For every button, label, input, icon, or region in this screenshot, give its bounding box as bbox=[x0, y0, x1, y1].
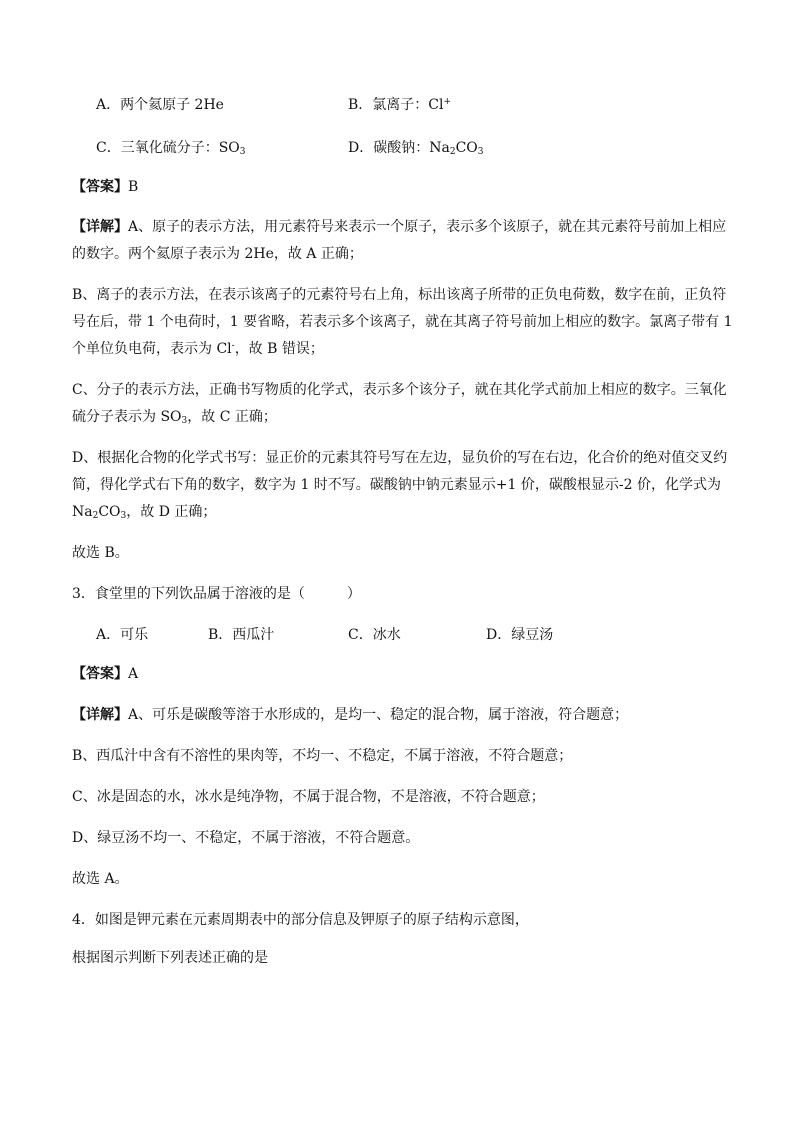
q2-detail-c-line-2 bbox=[72, 408, 277, 426]
q2-option-b bbox=[348, 96, 451, 114]
q2-detail-b-line-1: B、离子的表示方法，在表示该离子的元素符号右上角，标出该离子所带的正负电荷数，数字在前，正负符 bbox=[72, 287, 727, 303]
q2-answer-label: 【答案】 bbox=[72, 179, 128, 195]
q2-detail-b-text-3: 个单位负电荷，表示为 Cl bbox=[72, 341, 232, 357]
q2-answer bbox=[72, 178, 138, 196]
q2-detail-b-line-2: 号在后，带 1 个电荷时，1 要省略，若表示多个该离子，就在其离子符号前加上相应的数字。氯离子带有 1 bbox=[72, 314, 733, 330]
q2-option-c bbox=[96, 139, 246, 157]
q2-option-c-text: C．三氧化硫分子：SO bbox=[96, 140, 240, 156]
q2-detail-c-subscript: 3 bbox=[181, 416, 188, 426]
q4-stem-line-1: 4．如图是钾元素在元素周期表中的部分信息及钾原子的原子结构示意图， bbox=[72, 912, 529, 928]
q3-detail-label: 【详解】 bbox=[72, 707, 128, 723]
q2-detail-d-line-2: 简，得化学式右下角的数字，数字为 1 时不写。碳酸钠中钠元素显示+1 价，碳酸根显示-2 价，化学式为 bbox=[72, 477, 721, 493]
q3-option-a: A．可乐 bbox=[96, 627, 149, 643]
q2-detail-d-line-3 bbox=[72, 503, 216, 521]
q2-option-d-subscript-1: 2 bbox=[449, 147, 456, 157]
q2-detail-a-line-1 bbox=[72, 218, 726, 236]
q2-detail-b-text-3-suffix: ，故 B 错误； bbox=[234, 341, 324, 357]
q2-conclusion: 故选 B。 bbox=[72, 545, 129, 561]
q3-detail-c: C、冰是固态的水，冰水是纯净物，不属于混合物，不是溶液，不符合题意； bbox=[72, 789, 545, 805]
q3-option-b: B．西瓜汁 bbox=[208, 627, 275, 643]
q2-answer-value: B bbox=[128, 179, 139, 195]
q2-detail-d-subscript-1: 2 bbox=[92, 511, 99, 521]
q2-detail-b-charge: - bbox=[231, 341, 235, 351]
q2-detail-a-line-2: 的数字。两个氦原子表示为 2He，故 A 正确； bbox=[72, 246, 363, 262]
q3-detail-b: B、西瓜汁中含有不溶性的果肉等，不均一、不稳定，不属于溶液，不符合题意； bbox=[72, 748, 573, 764]
q3-detail-d: D、绿豆汤不均一、不稳定，不属于溶液，不符合题意。 bbox=[72, 830, 420, 846]
q3-detail-a bbox=[72, 706, 628, 724]
q2-detail-c-line-1: C、分子的表示方法，正确书写物质的化学式，表示多个该分子，就在其化学式前加上相应的数字。三氧化 bbox=[72, 382, 727, 398]
q2-detail-b-line-3 bbox=[72, 340, 324, 358]
q2-detail-c-text-2-suffix: ，故 C 正确； bbox=[187, 409, 277, 425]
q2-option-a: A．两个氦原子 2He bbox=[96, 97, 224, 113]
q4-stem-line-2: 根据图示判断下列表述正确的是 bbox=[72, 950, 268, 966]
q2-option-c-subscript: 3 bbox=[239, 147, 246, 157]
q3-stem: 3．食堂里的下列饮品属于溶液的是（ ） bbox=[72, 586, 361, 602]
q2-detail-d-line-1: D、根据化合物的化学式书写：显正价的元素其符号写在左边，显负价的写在右边，化合价的绝对值交叉约 bbox=[72, 450, 728, 466]
q3-answer-label: 【答案】 bbox=[72, 666, 128, 682]
q3-conclusion: 故选 A。 bbox=[72, 871, 129, 887]
q2-option-d-subscript-2: 3 bbox=[477, 147, 484, 157]
q2-option-d bbox=[348, 139, 484, 157]
q2-detail-d-text-3b: CO bbox=[98, 504, 121, 520]
q2-option-d-text: D．碳酸钠：Na bbox=[348, 140, 450, 156]
q3-option-d: D．绿豆汤 bbox=[486, 627, 554, 643]
q3-detail-a-text: A、可乐是碳酸等溶于水形成的，是均一、稳定的混合物，属于溶液，符合题意； bbox=[128, 707, 629, 723]
q3-answer-value: A bbox=[128, 666, 139, 682]
q2-detail-label: 【详解】 bbox=[72, 219, 128, 235]
q2-option-d-text-mid: CO bbox=[455, 140, 478, 156]
q2-option-b-text: B．氯离子：Cl bbox=[348, 97, 444, 113]
q2-detail-d-text-3a: Na bbox=[72, 504, 93, 520]
q2-detail-a-text-1: A、原子的表示方法，用元素符号来表示一个原子，表示多个该原子，就在其元素符号前加上相应 bbox=[128, 219, 727, 235]
q3-answer bbox=[72, 665, 138, 683]
q2-detail-d-text-3-suffix: ，故 D 正确； bbox=[126, 504, 217, 520]
q2-detail-d-subscript-2: 3 bbox=[120, 511, 127, 521]
q2-option-b-charge: + bbox=[443, 97, 452, 107]
q2-detail-c-text-2: 硫分子表示为 SO bbox=[72, 409, 182, 425]
q3-option-c: C．冰水 bbox=[348, 627, 401, 643]
